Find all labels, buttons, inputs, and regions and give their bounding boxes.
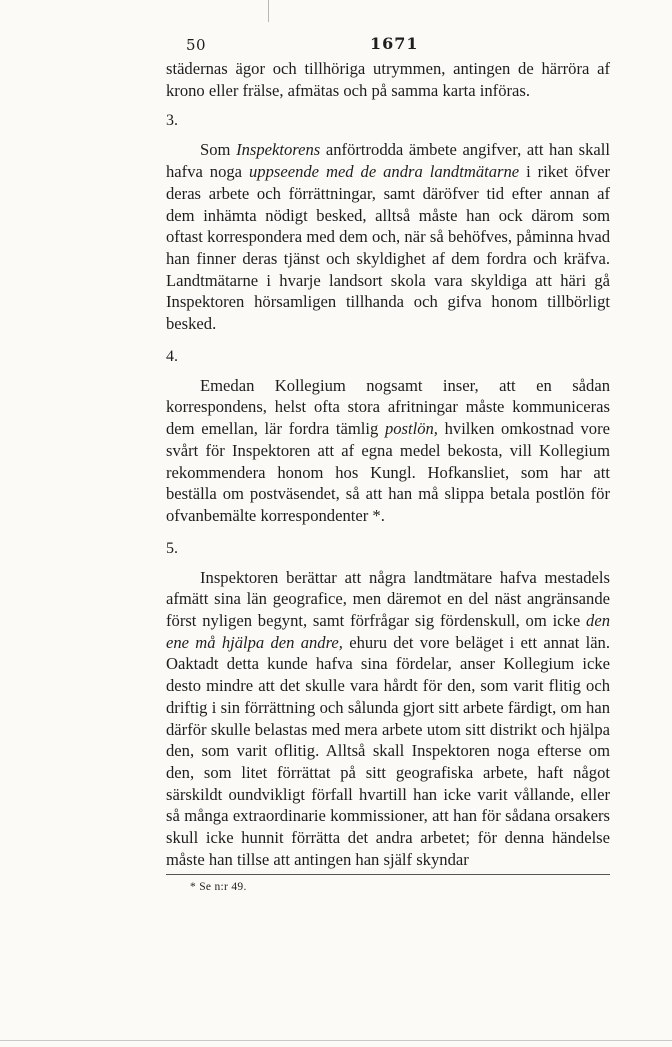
text-run: Inspektoren berättar att några landtmätare hafva mestadels afmätt sina län geografice, men däremot en del näst angränsande först nyligen begynt, samt förfrågar sig fördenskull, om icke [166,567,610,631]
page-header [166,28,610,58]
running-head-year: 1671 [370,34,419,53]
text-run: ehuru det vore beläget i ett annat län. Oaktadt detta kunde hafva sina fördelar, anser Kollegium icke desto mindre att det skulle vara hårdt för den, som varit flitig och driftig i sin förrättning och sålunda gjort sitt arbete färdigt, om han därför skulle belastas med mera arbete utom sitt distrikt och hjälpa den, som varit oflitig. Alltså skall Inspektoren noga efterse om den, som litet förrättat på sitt geografiska arbete, haft något särskildt oundvikligt förfall hvartill han icke varit vållande, eller så många extraordinarie kommissioner, att han för sådana orsakers skull icke hunnit förrätta det andra arbetet; för denna händelse måste han tillse att antingen han själf skyndar [166,632,611,869]
text-run: Som [200,140,237,160]
italic-run: uppseende med de andra landtmätarne [248,162,520,182]
footnote: * Se n:r 49. [190,880,247,893]
page-number: 50 [186,36,207,54]
scan-edge-line [268,0,269,22]
footnote-rule [166,874,610,875]
body-text [166,58,610,871]
book-page [166,28,610,893]
text-run: i riket öfver deras arbete och förrättningar, samt däröfver tid efter annan af dem inhämta nödigt besked, alltså måste han ock därom som oftast korrespondera med dem och, när så behöfves, påminna hvad han finner deras tjänst och skyldighet af dem fordra och kräfva. Landtmätarne i hvarje landsort skola vara skyldiga att häri gå Inspektoren hörsamligen tillhanda och gifva honom tillbörligt besked. [166,162,610,334]
section-number-5: 5. [166,539,178,557]
italic-run: Inspektorens [236,140,321,160]
italic-run: den ene må hjälpa den andre, [166,611,610,652]
paragraph-section-4 [166,375,610,527]
paragraph-section-5 [166,567,610,871]
text-run: hvilken omkostnad vore svårt för Inspektoren att af egna medel bekosta, vill Kollegium rekommendera honom hos Kungl. Hofkansliet, som har att beställa om postväsendet, så att han må slippa betala postlön för ofvanbemälte korrespondenter *. [166,419,610,525]
italic-run: postlön, [384,419,438,439]
paragraph-continuation: städernas ägor och tillhöriga utrymmen, antingen de härröra af krono eller frälse, afmätas och på samma karta införas. [166,59,610,100]
scan-bottom-edge [0,1040,672,1041]
text-run: anförtrodda ämbete angifver, att han skall hafva noga [166,140,610,182]
section-number-4: 4. [166,347,178,365]
paragraph-section-3 [166,139,610,334]
text-run: Emedan Kollegium nogsamt inser, att en sådan korrespondens, helst ofta stora afritningar måste kommuniceras dem emellan, lär fordra tämlig [166,375,610,439]
section-number-3: 3. [166,112,178,130]
